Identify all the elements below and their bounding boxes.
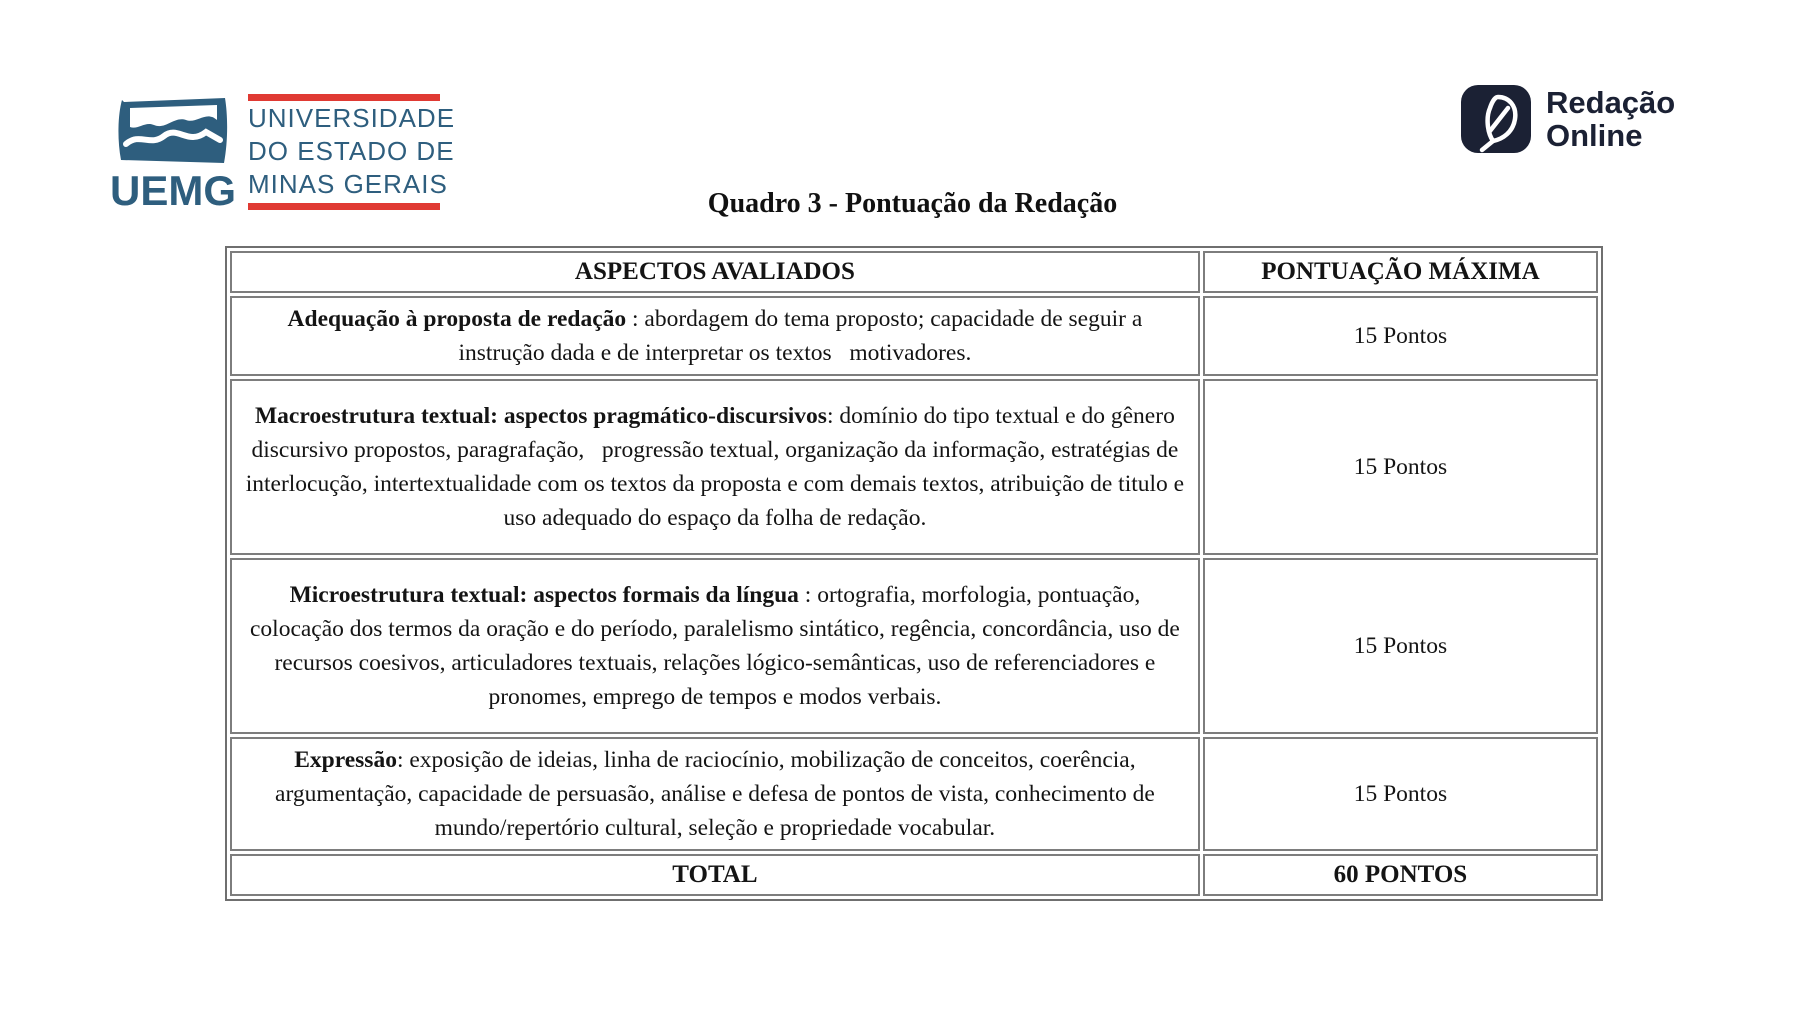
table-title: Quadro 3 - Pontuação da Redação (707, 188, 1118, 219)
aspect-lead: Macroestrutura textual: aspectos pragmático-discursivos (255, 403, 827, 429)
aspect-text (250, 582, 1186, 710)
uemg-acronym: UEMG (110, 167, 236, 214)
aspect-description: : abordagem do tema proposto; capacidade de seguir a instrução dada e de interpretar os textos motivadores. (458, 306, 1149, 366)
score-cell: 15 Pontos (1203, 737, 1598, 851)
table-row (230, 737, 1598, 851)
header-aspects: ASPECTOS AVALIADOS (230, 251, 1200, 293)
aspect-cell (230, 737, 1200, 851)
redacao-online-line1: Redação (1546, 85, 1676, 120)
aspect-cell (230, 379, 1200, 555)
table-total-row (230, 854, 1598, 896)
uemg-name-line: MINAS GERAIS (248, 169, 448, 199)
redacao-online-line2: Online (1546, 118, 1643, 153)
aspect-lead: Microestrutura textual: aspectos formais da língua (289, 582, 799, 608)
table-row (230, 296, 1598, 376)
uemg-emblem-block (110, 94, 236, 214)
score-cell: 15 Pontos (1203, 558, 1598, 734)
redacao-online-wordmark (1546, 86, 1675, 152)
uemg-red-bar-top (248, 94, 440, 101)
aspect-lead: Adequação à proposta de redação (287, 306, 627, 332)
aspect-cell (230, 296, 1200, 376)
score-cell: 15 Pontos (1203, 379, 1598, 555)
uemg-name-line: DO ESTADO DE (248, 136, 455, 166)
aspect-cell (230, 558, 1200, 734)
header-max-score: PONTUAÇÃO MÁXIMA (1203, 251, 1598, 293)
table-row (230, 558, 1598, 734)
total-value-cell: 60 PONTOS (1203, 854, 1598, 896)
aspect-text (288, 306, 1149, 366)
scoring-table (225, 246, 1603, 901)
quill-icon (1460, 84, 1532, 154)
uemg-mountains-icon (114, 94, 232, 171)
scoring-table-container (225, 246, 1603, 901)
aspect-description: : domínio do tipo textual e do gênero discursivo propostos, paragrafação, progressão textual, organização da informação, estratégias de interlocução, intertextualidade com os textos da proposta e com demais textos, atribuição de titulo e uso adequado do espaço da folha de redação. (245, 403, 1190, 531)
uemg-name-line: UNIVERSIDADE (248, 103, 456, 133)
redacao-online-logo (1460, 84, 1675, 154)
aspect-text (275, 747, 1161, 841)
aspect-text (246, 403, 1190, 531)
aspect-description: : exposição de ideias, linha de raciocínio, mobilização de conceitos, coerência, argumentação, capacidade de persuasão, análise e defesa de pontos de vista, conhecimento de mundo/repertório cultural, seleção e propriedade vocabular. (275, 747, 1161, 841)
table-row (230, 379, 1598, 555)
table-header-row (230, 251, 1598, 293)
total-label-cell: TOTAL (230, 854, 1200, 896)
aspect-lead: Expressão (294, 747, 397, 773)
aspect-description: : ortografia, morfologia, pontuação, colocação dos termos da oração e do período, paralelismo sintático, regência, concordância, uso de recursos coesivos, articuladores textuais, relações lógico-semânticas, uso de referenciadores e pronomes, emprego de tempos e modos verbais. (249, 582, 1186, 710)
score-cell: 15 Pontos (1203, 296, 1598, 376)
